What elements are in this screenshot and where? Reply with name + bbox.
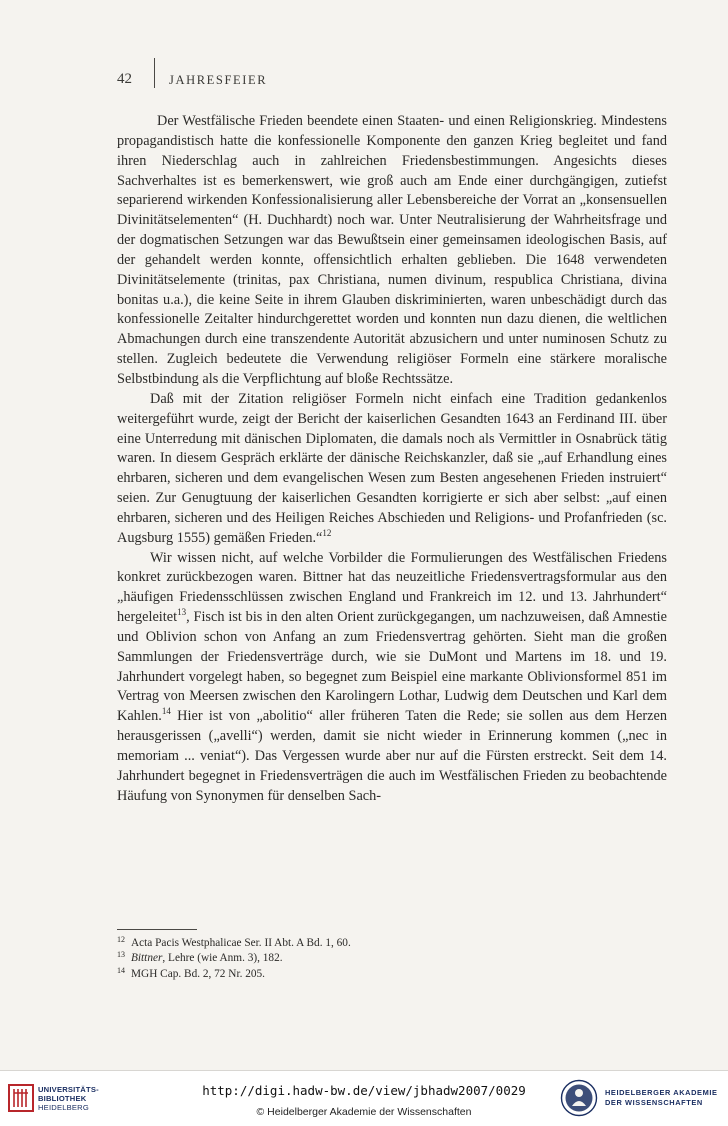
running-title: JAHRESFEIER [169,73,268,87]
permalink-url[interactable]: http://digi.hadw-bw.de/view/jbhadw2007/0029 [202,1083,526,1098]
footnote-number: 13 [117,950,125,960]
footnote-text: MGH Cap. Bd. 2, 72 Nr. 205. [131,967,265,980]
footnote [117,967,667,982]
paragraph-text: Wir wissen nicht, auf welche Vorbilder die Formulierungen des Westfälischen Friedens konkret zurückbezogen waren. Bittner hat das neuzeitliche Friedensvertragsformular aus den „häufigen Friedensschlüssen zwischen England und Frankreich im 12. und 13. Jahrhundert“ hergeleitet [117,549,667,626]
copyright-notice: © Heidelberger Akademie der Wissenschaften [256,1106,472,1118]
running-head [117,58,267,88]
footnote [117,951,667,966]
academy-line-1: HEIDELBERGER AKADEMIE [605,1088,718,1097]
footnote-reference: 14 [161,706,171,717]
academy-line-2: DER WISSENSCHAFTEN [605,1098,703,1107]
footnote-number: 14 [117,965,125,975]
body-paragraph [117,112,667,390]
footnotes [117,936,667,982]
footnote-text: , Lehre (wie Anm. 3), 182. [162,952,283,965]
footnote-author: Bittner [131,952,163,965]
academy-seal-icon [560,1079,598,1117]
footnote-text: Acta Pacis Westphalicae Ser. II Abt. A Bd. 1, 60. [131,937,351,949]
paragraph-text: Daß mit der Zitation religiöser Formeln nicht einfach eine Tradition gedankenlos weitergeführt wurde, zeigt der Bericht der kaiserlichen Gesandten 1643 an Ferdinand III. über eine Unterredung mit dänischen Diplomaten, die damals noch als Vermittler in Osnabrück tätig waren. In diesem Gespräch erklärte der dänische Reichskanzler, daß sie „auf Erhandlung eines ehrbaren, sicheren und dem evangelischen Wesen zum Besten angesehenen Frieden instruiert“ seien. Zur Genugtuung der kaiserlichen Gesandten korrigierte er sich aber selbst: „auf einen ehrbaren, sicheren und des Heiligen Reiches Abschieden und Religions- und Profanfrieden (sc. Augsburg 1555) gemäßen Frieden.“ [117,390,667,546]
viewer-footer [0,1070,728,1126]
body-text [117,112,667,807]
paragraph-text: , Fisch ist bis in den alten Orient zurückgegangen, um nachzuweisen, daß Amnestie und Oblivion schon von Anfang an zum Friedensvertrag gehörten. Sieht man die großen Sammlungen der Friedensverträge durch, wie sie DuMont und Martens im 18. und 19. Jahrhundert vorgelegt haben, so begegnet zum Beispiel eine markante Oblivionsformel 851 im Vertrag von Meersen zwischen den Karolingern Lothar, Ludwig dem Deutschen und Karl dem Kahlen. [117,609,667,725]
paragraph-text: Hier ist von „abolitio“ aller früheren Taten die Rede; sie sollen aus dem Herzen herausgerissen („avelli“) werden, damit sie nicht wieder in Erinnerung kommen („nec in memoriam ... veniat“). Das Vergessen wurde aber nur auf die Fürsten erstreckt. Seit dem 14. Jahrhundert begegnet in Friedensverträgen die auch im Westfälischen Frieden zu beobachtende Häufung von Synonymen für denselben Sach- [117,708,667,804]
footnote [117,936,667,951]
library-line-3: HEIDELBERG [38,1103,89,1112]
academy-name [605,1088,718,1108]
footnote-reference: 12 [322,527,332,538]
body-paragraph [117,390,667,549]
footnote-rule [117,929,197,930]
footnote-reference: 13 [177,607,187,618]
footnote-number: 12 [117,935,125,944]
page-number: 42 [117,71,132,87]
library-line-2: BIBLIOTHEK [38,1094,87,1103]
library-line-1: UNIVERSITÄTS- [38,1085,99,1094]
paragraph-text: Der Westfälische Frieden beendete einen Staaten- und einen Religionskrieg. Mindestens propagandistisch hatte die konfessionelle Komponente den ganzen Krieg begleitet und fand ihren Niederschlag auch in zahlreichen Friedensbestimmungen. Angesichts dieses Sachverhaltes ist es bemerkenswert, wie groß auch am Ende einer durchgängigen, zutiefst separierend wirkenden Konfessionalisierung aller Lebensbereiche der Vorrat an „konsensuellen Divinitätselementen“ (H. Duchhardt) noch war. Unter Neutralisierung der Wahrheitsfrage und der dogmatischen Setzungen war das Bewußtsein einer gemeinsamen ideologischen Basis, auf der gehandelt werden konnte, offensichtlich erhalten geblieben. Die 1648 verwendeten Divinitätselemente (trinitas, pax Christiana, numen divinum, respublica Christiana, divina bonitas u.a.), die keine Seite in ihrem Glauben diskriminierten, waren unbeschädigt durch das konfessionelle Zeitalter hindurchgerettet worden und konnten nun dazu dienen, die weltlichen Abmachungen durch eine transzendente Autorität abzusichern und unter numinosen Schutz zu stellen. Zugleich bedeutete die Verwendung religiöser Formeln eine stärkere moralische Selbstbindung als die Verpflichtung auf bloße Rechtssätze. [117,113,667,387]
body-paragraph [117,549,667,807]
header-divider [154,58,155,88]
